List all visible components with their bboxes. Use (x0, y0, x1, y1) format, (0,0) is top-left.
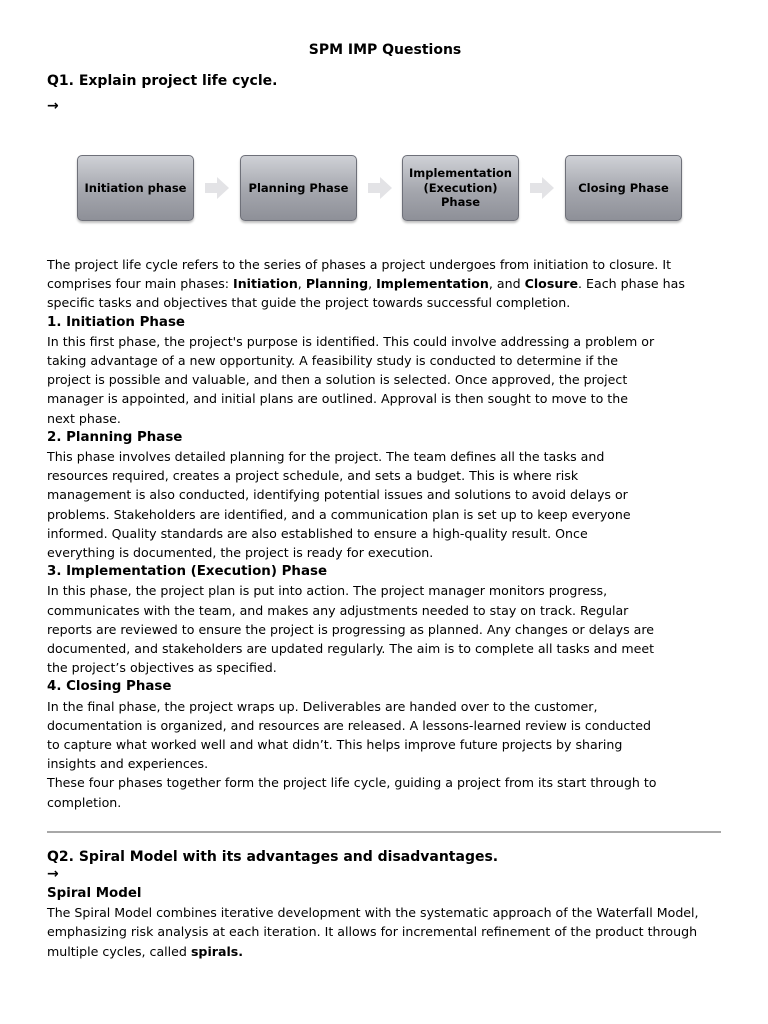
intro-text: . Each phase has specific tasks and objectives that guide the project towards successful completion. (47, 276, 685, 311)
section-body-closing: In the final phase, the project wraps up. Deliverables are handed over to the customer, documentation is organized, and resources are released. A lessons-learned review is conducted to capture what worked well and what didn’t. This helps improve future projects by sharing insights and experiences. (47, 698, 652, 772)
section-body-planning: This phase involves detailed planning for the project. The team defines all the tasks and resources required, creates a project schedule, and sets a budget. This is where risk management is also conducted, identifying potential issues and solutions to avoid delays or problems. Stakeholders are identified, and a communication plan is set up to keep everyone informed. Quality standards are also established to ensure a high-quality result. Once everything is documented, the project is ready for execution. (47, 449, 631, 561)
intro-phase-implementation: Implementation (376, 276, 489, 292)
diagram-box-planning: Planning Phase (240, 155, 357, 221)
q1-question: Q1. Explain project life cycle. (47, 73, 278, 89)
spiral-model-body (47, 903, 723, 961)
intro-phase-closure: Closure (524, 276, 579, 292)
chevron-right-icon (204, 175, 230, 201)
section-heading-initiation: 1. Initiation Phase (47, 314, 186, 330)
q1-intro-paragraph (47, 255, 723, 313)
intro-phase-planning: Planning (305, 276, 369, 292)
diagram-box-implementation: Implementation (Execution) Phase (402, 155, 519, 221)
chevron-right-icon (367, 175, 393, 201)
section-heading-implementation: 3. Implementation (Execution) Phase (47, 564, 328, 580)
q2-content (47, 884, 723, 961)
section-heading-planning: 2. Planning Phase (47, 429, 183, 445)
spiral-term: spirals. (190, 943, 244, 959)
spiral-text: The Spiral Model combines iterative development with the systematic approach of the Waterfall Model, emphasizing risk analysis at each iteration. It allows for incremental refinement of the product through multiple cycles, called (47, 905, 699, 959)
section-divider (47, 831, 721, 833)
intro-separator: , (368, 276, 377, 292)
intro-separator: , (297, 276, 306, 292)
q1-conclusion: These four phases together form the project life cycle, guiding a project from its start through to completion. (47, 775, 657, 810)
document-title: SPM IMP Questions (308, 42, 462, 58)
diagram-box-closing: Closing Phase (565, 155, 682, 221)
section-body-initiation: In this first phase, the project's purpose is identified. This could involve addressing a problem or taking advantage of a new opportunity. A feasibility study is conducted to determine if the project is possible and valuable, and then a solution is selected. Once approved, the project manager is appointed, and initial plans are outlined. Approval is then sought to move to the next phase. (47, 333, 655, 426)
section-body-implementation: In this phase, the project plan is put into action. The project manager monitors progress, communicates with the team, and makes any adjustments needed to stay on track. Regular reports are reviewed to ensure the project is progressing as planned. Any changes or delays are documented, and stakeholders are updated regularly. The aim is to complete all tasks and meet the project’s objectives as specified. (47, 583, 655, 676)
intro-text: The project life cycle refers to the series of phases a project undergoes from initiation to closure. It comprises four main phases: (47, 257, 672, 292)
q1-content (47, 255, 723, 812)
section-heading-closing: 4. Closing Phase (47, 679, 172, 695)
intro-phase-initiation: Initiation (233, 276, 298, 292)
diagram-box-initiation: Initiation phase (77, 155, 194, 221)
q2-arrow-icon: → (47, 866, 59, 882)
q1-arrow-icon: → (47, 98, 59, 114)
intro-separator: , and (488, 276, 525, 292)
chevron-right-icon (529, 175, 555, 201)
spiral-model-heading: Spiral Model (47, 886, 142, 901)
life-cycle-diagram (77, 155, 683, 223)
q2-question: Q2. Spiral Model with its advantages and disadvantages. (47, 849, 499, 865)
